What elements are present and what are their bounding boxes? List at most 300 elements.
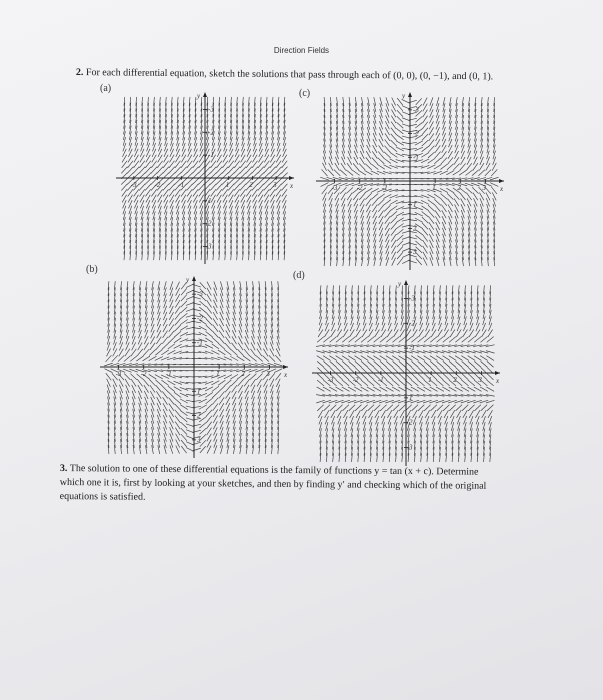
slope-mark [443, 380, 449, 385]
slope-mark [317, 405, 323, 411]
slope-mark [219, 337, 224, 343]
slope-mark [423, 258, 427, 265]
slope-mark [418, 362, 424, 368]
slope-mark [168, 392, 174, 398]
slope-mark [399, 405, 405, 411]
problem-2-text: For each differential equation, sketch the solutions that pass through each of (0, 0), (0, −1), and (0, 1). [85, 67, 494, 83]
slope-mark [187, 184, 193, 190]
slope-mark [443, 405, 449, 411]
slope-mark [468, 337, 475, 342]
slope-mark [175, 398, 181, 404]
slope-mark [459, 170, 466, 175]
slope-mark [436, 387, 443, 391]
slope-mark [466, 170, 473, 175]
slope-mark [487, 374, 493, 380]
x-tick-label: 3 [482, 184, 486, 192]
slope-mark [449, 356, 456, 360]
slope-mark [336, 362, 342, 368]
slope-mark [181, 313, 188, 318]
slope-mark [207, 434, 211, 441]
slope-mark [393, 362, 399, 368]
slope-mark [222, 167, 228, 173]
slope-mark [149, 350, 155, 356]
slope-mark [330, 405, 336, 411]
slope-mark [187, 178, 193, 184]
slope-mark [415, 218, 422, 222]
slope-mark [207, 300, 212, 307]
slope-mark [418, 380, 424, 385]
slope-mark [361, 374, 367, 380]
slope-mark [424, 337, 431, 342]
slope-mark [213, 319, 218, 326]
slope-mark [468, 387, 475, 391]
slope-mark [412, 374, 418, 380]
slope-mark [437, 374, 443, 380]
slope-mark [399, 362, 405, 368]
x-axis-arrow-icon [499, 179, 504, 183]
slope-mark [361, 380, 367, 385]
slope-mark [441, 164, 448, 169]
slope-mark [349, 337, 356, 342]
slope-mark [397, 241, 403, 247]
slope-mark [456, 337, 463, 342]
slope-mark [397, 122, 403, 128]
slope-mark [342, 362, 348, 368]
slope-mark [396, 212, 403, 216]
x-axis-arrow-icon [289, 176, 294, 180]
slope-mark [169, 184, 175, 190]
y-tick-label: 2 [409, 418, 413, 427]
slope-mark [399, 387, 406, 391]
slope-mark [391, 234, 396, 241]
slope-mark [423, 116, 428, 123]
slope-mark [181, 295, 187, 301]
slope-mark [213, 398, 219, 404]
slope-mark [175, 410, 180, 416]
slope-mark [374, 405, 380, 411]
problem-2 [76, 67, 493, 82]
y-tick-label: -1 [197, 338, 203, 347]
slope-mark [428, 205, 434, 211]
slope-mark [206, 410, 212, 416]
slope-mark [151, 167, 157, 173]
y-tick-label: -2 [197, 314, 203, 323]
slope-mark [355, 362, 361, 368]
x-tick-label: 1 [432, 184, 436, 192]
slope-mark [481, 405, 487, 411]
slope-mark [412, 405, 418, 411]
slope-mark [219, 386, 225, 392]
slope-mark [472, 170, 478, 175]
y-tick-label: 3 [208, 242, 212, 251]
slope-mark [250, 356, 257, 361]
slope-mark [175, 422, 180, 429]
slope-mark [385, 217, 390, 224]
slope-mark [368, 374, 374, 380]
slope-mark [416, 253, 422, 259]
y-tick-label: -1 [413, 153, 419, 162]
slope-mark [175, 167, 181, 173]
slope-mark [365, 188, 372, 192]
slope-mark [435, 152, 441, 158]
slope-mark [180, 399, 187, 403]
y-tick-label: -3 [413, 105, 419, 114]
slope-mark [392, 356, 399, 360]
slope-mark [180, 332, 187, 336]
slope-mark [145, 178, 151, 184]
direction-field-a [112, 88, 298, 268]
slope-mark [219, 344, 225, 350]
slope-mark [317, 380, 323, 385]
slope-mark [175, 325, 181, 331]
slope-mark [487, 380, 493, 385]
slope-mark [200, 307, 207, 312]
x-axis-label: x [500, 185, 504, 193]
slope-mark [378, 199, 384, 205]
slope-mark [422, 223, 428, 229]
x-tick-label: -2 [154, 181, 161, 189]
slope-mark [480, 356, 487, 360]
slope-mark [336, 405, 342, 411]
slope-mark [206, 313, 211, 320]
slope-mark [216, 178, 222, 184]
slope-mark [231, 350, 237, 356]
slope-mark [468, 405, 474, 411]
slope-mark [385, 140, 390, 147]
slope-mark [175, 319, 180, 325]
x-tick-label: 2 [249, 181, 253, 189]
slope-mark [329, 387, 336, 391]
y-tick-label: -2 [413, 129, 419, 138]
slope-mark [193, 167, 199, 173]
y-tick-label: 3 [413, 248, 417, 257]
x-tick-label: 1 [216, 370, 220, 378]
slope-mark [181, 307, 187, 313]
slope-mark [143, 356, 150, 361]
slope-mark [380, 405, 386, 411]
slope-mark [399, 374, 405, 380]
x-tick-label: 3 [266, 370, 270, 378]
slope-mark [156, 343, 162, 349]
slope-mark [162, 343, 168, 349]
x-tick-label: -3 [327, 376, 334, 384]
slope-mark [392, 258, 396, 266]
slope-mark [422, 134, 428, 140]
slope-mark [397, 229, 404, 234]
slope-mark [199, 399, 207, 403]
slope-mark [256, 356, 262, 362]
slope-mark [238, 349, 244, 355]
x-tick-label: 2 [457, 184, 461, 192]
slope-mark [391, 122, 396, 129]
panel-label-c: (c) [299, 88, 311, 99]
slope-mark [474, 337, 481, 342]
slope-mark [225, 386, 230, 392]
slope-mark [228, 167, 234, 173]
slope-mark [422, 140, 428, 146]
x-tick-label: -1 [165, 370, 172, 378]
slope-mark [455, 356, 462, 360]
slope-mark [207, 422, 212, 429]
slope-mark [423, 235, 428, 242]
slope-mark [462, 380, 468, 385]
panel-label-b: (b) [86, 264, 98, 275]
slope-mark [415, 141, 422, 145]
slope-mark [162, 337, 167, 344]
x-axis-label: x [284, 371, 288, 379]
slope-mark [378, 158, 384, 164]
slope-mark [424, 362, 430, 368]
slope-mark [200, 440, 206, 446]
slope-mark [355, 405, 361, 411]
slope-mark [199, 326, 206, 330]
slope-mark [281, 178, 287, 184]
y-tick-label: -1 [208, 151, 214, 160]
slope-mark [368, 337, 375, 342]
slope-mark [396, 160, 404, 163]
x-axis-label: x [290, 182, 294, 190]
slope-mark [212, 392, 218, 398]
slope-mark [317, 356, 324, 360]
slope-mark [124, 356, 130, 362]
slope-mark [391, 217, 397, 223]
slope-mark [393, 337, 400, 342]
slope-mark [210, 167, 216, 173]
x-tick-label: 3 [478, 376, 482, 384]
slope-mark [270, 167, 276, 173]
slope-mark [169, 319, 173, 326]
slope-mark [415, 212, 423, 216]
slope-mark [392, 387, 399, 391]
slope-mark [175, 300, 179, 307]
slope-mark [397, 247, 403, 253]
slope-mark [416, 258, 422, 264]
slope-mark [384, 200, 391, 205]
y-axis-label: y [398, 280, 402, 288]
slope-mark [359, 170, 366, 174]
slope-mark [422, 128, 427, 134]
slope-mark [396, 207, 404, 210]
slope-mark [423, 240, 428, 247]
slope-mark [169, 178, 175, 184]
slope-mark [180, 326, 187, 330]
y-tick-label: 1 [208, 196, 212, 205]
slope-mark [397, 235, 403, 241]
slope-mark [397, 110, 403, 116]
y-axis-arrow-icon [408, 92, 412, 97]
slope-mark [397, 224, 404, 229]
slope-mark [391, 140, 397, 146]
slope-mark [361, 387, 368, 391]
slope-mark [355, 356, 362, 360]
panel-label-a: (a) [100, 83, 112, 94]
slope-mark [317, 374, 323, 380]
slope-mark [323, 387, 330, 391]
slope-mark [240, 184, 246, 190]
y-tick-label: 3 [409, 443, 413, 452]
slope-mark [443, 356, 450, 360]
slope-mark [149, 374, 156, 379]
slope-mark [462, 405, 468, 411]
slope-mark [399, 337, 406, 342]
slope-mark [156, 386, 161, 392]
slope-mark [454, 193, 460, 199]
problem-2-number: 2. [75, 67, 84, 79]
slope-mark [200, 434, 206, 440]
slope-mark [225, 380, 231, 385]
slope-mark [429, 217, 434, 224]
slope-mark [437, 405, 443, 411]
x-axis-arrow-icon [495, 371, 500, 375]
slope-mark [137, 356, 144, 361]
x-tick-label: -3 [130, 181, 137, 189]
slope-mark [474, 362, 480, 368]
slope-mark [449, 337, 456, 342]
slope-mark [156, 350, 163, 355]
slope-mark [380, 362, 386, 368]
slope-mark [487, 405, 493, 411]
slope-mark [372, 164, 379, 169]
slope-mark [263, 356, 269, 362]
slope-mark [342, 380, 348, 385]
slope-mark [475, 405, 481, 411]
slope-mark [234, 178, 240, 184]
slope-mark [258, 178, 264, 184]
slope-mark [368, 362, 374, 368]
slope-mark [180, 345, 188, 348]
slope-mark [258, 184, 264, 190]
slope-mark [213, 331, 219, 337]
y-tick-label: 2 [208, 219, 212, 228]
slope-mark [416, 241, 422, 247]
slope-mark [176, 446, 180, 454]
slope-mark [378, 205, 383, 212]
slope-mark [168, 337, 174, 343]
direction-field-b [96, 272, 292, 462]
slope-mark [437, 380, 443, 385]
slope-mark [336, 387, 343, 391]
slope-mark [449, 405, 455, 411]
slope-mark [206, 416, 211, 423]
slope-mark [385, 211, 390, 217]
slope-mark [181, 428, 187, 434]
slope-mark [340, 170, 346, 176]
slope-mark [380, 356, 387, 360]
slope-mark [343, 374, 349, 380]
slope-mark [282, 184, 288, 190]
slope-mark [163, 184, 169, 190]
slope-mark [324, 362, 330, 368]
slope-mark [264, 178, 270, 184]
slope-mark [336, 356, 343, 360]
slope-mark [416, 98, 422, 104]
slope-mark [386, 356, 393, 360]
slope-mark [361, 356, 368, 360]
slope-mark [317, 387, 324, 391]
slope-mark [480, 387, 487, 391]
slope-mark [181, 320, 188, 325]
slope-mark [240, 178, 246, 184]
slope-mark [424, 405, 430, 411]
slope-mark [168, 386, 175, 391]
slope-mark [435, 199, 441, 205]
slope-mark [391, 223, 396, 229]
slope-mark [169, 331, 174, 337]
slope-mark [139, 184, 145, 190]
slope-mark [199, 332, 207, 335]
slope-mark [199, 184, 205, 190]
slope-mark [417, 387, 424, 391]
slope-mark [468, 356, 475, 360]
slope-mark [418, 356, 425, 360]
slope-mark [210, 178, 216, 184]
slope-mark [163, 167, 169, 173]
slope-mark [449, 362, 455, 368]
slope-mark [200, 423, 207, 428]
slope-mark [399, 380, 405, 385]
slope-mark [346, 170, 353, 175]
y-axis-arrow-icon [203, 92, 207, 97]
slope-mark [373, 387, 380, 391]
slope-mark [187, 167, 193, 173]
slope-mark [481, 337, 488, 342]
slope-mark [366, 193, 372, 199]
slope-mark [487, 387, 494, 391]
y-axis-label: y [197, 92, 201, 100]
slope-mark [349, 405, 355, 411]
slope-mark [234, 184, 240, 190]
slope-mark [207, 294, 211, 301]
slope-mark [330, 356, 337, 360]
slope-mark [393, 405, 399, 411]
slope-mark [198, 178, 204, 184]
slope-mark [393, 374, 399, 380]
slope-mark [219, 392, 224, 399]
slope-mark [415, 123, 422, 128]
page-header: Direction Fields [273, 46, 330, 55]
slope-mark [387, 405, 393, 411]
slope-mark [397, 116, 403, 122]
slope-mark [200, 429, 206, 435]
slope-mark [441, 158, 447, 164]
slope-mark [181, 417, 187, 422]
slope-mark [150, 380, 156, 386]
slope-mark [193, 184, 199, 190]
slope-mark [124, 374, 130, 380]
slope-mark [361, 337, 368, 342]
slope-mark [256, 374, 262, 380]
slope-mark [175, 313, 180, 320]
slope-mark [367, 356, 374, 360]
slope-mark [213, 410, 218, 417]
x-tick-label: -2 [140, 370, 147, 378]
slope-mark [399, 356, 406, 360]
slope-mark [372, 158, 378, 164]
slope-mark [430, 362, 436, 368]
slope-mark [181, 440, 186, 447]
slope-mark [181, 301, 187, 307]
slope-mark [441, 194, 447, 199]
y-axis-arrow-icon [404, 280, 408, 285]
slope-mark [386, 380, 392, 385]
slope-mark [225, 343, 231, 349]
slope-mark [180, 405, 187, 410]
slope-mark [443, 387, 450, 391]
y-axis-label: y [186, 276, 190, 284]
x-axis-arrow-icon [283, 365, 288, 369]
slope-mark [468, 362, 474, 368]
x-tick-label: 2 [453, 376, 457, 384]
